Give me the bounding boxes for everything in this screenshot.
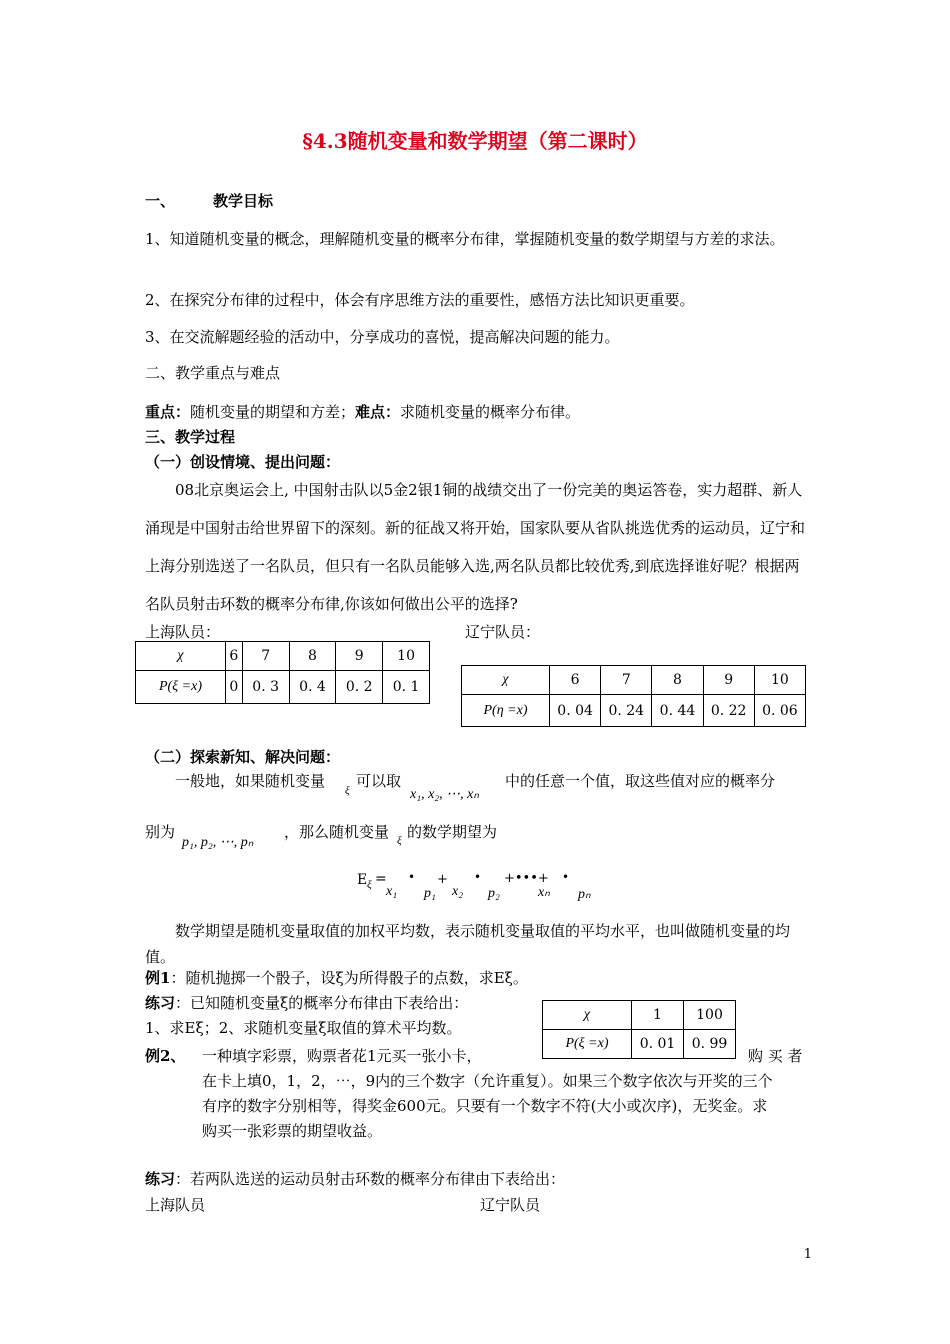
definition-line-1c: 中的任意一个值，取这些值对应的概率分 xyxy=(505,772,776,790)
table-cell: 0. 3 xyxy=(242,671,289,704)
table-cell: 0. 06 xyxy=(754,695,805,727)
definition-line-1b: 可以取 xyxy=(356,772,402,790)
liaoning-table-label: 辽宁队员： xyxy=(465,623,541,641)
xi-symbol: ξ xyxy=(397,835,402,847)
example-2-line-2: 在卡上填0，1，2，⋯，9内的三个数字（允许重复）。如果三个数字依次与开奖的三个 xyxy=(202,1072,773,1090)
table-header-x: χ xyxy=(462,666,550,695)
table-cell: 1 xyxy=(632,1001,684,1030)
table-header-x: χ xyxy=(543,1001,632,1030)
definition-line-2c: 的数学期望为 xyxy=(407,823,498,841)
table-cell: 0. 4 xyxy=(289,671,336,704)
formula-dot: • xyxy=(562,870,570,884)
formula-plus: + xyxy=(437,872,448,887)
practice-2-shanghai-label: 上海队员 xyxy=(145,1196,206,1214)
practice-2 xyxy=(145,1168,565,1189)
x-values: x₁, x₂, ⋯, xₙ xyxy=(410,787,479,802)
formula-dot: • xyxy=(408,870,416,884)
table-header-x: χ xyxy=(136,642,226,671)
table-cell: 6 xyxy=(226,642,243,671)
practice-2-liaoning-label: 辽宁队员 xyxy=(480,1196,541,1214)
goal-item-2: 2、在探究分布律的过程中，体会有序思维方法的重要性，感悟方法比知识更重要。 xyxy=(145,291,695,309)
table-row xyxy=(136,642,430,671)
example-1-text: ：随机抛掷一个骰子，设ξ为所得骰子的点数，求Eξ。 xyxy=(170,969,528,987)
section1-number: 一、 xyxy=(145,192,176,210)
formula-xn: xₙ xyxy=(538,885,550,900)
example-2-label: 例2、 xyxy=(145,1047,186,1065)
formula-dot: • xyxy=(474,870,482,884)
table-cell: 8 xyxy=(289,642,336,671)
table-header-p: P(η =x) xyxy=(462,695,550,727)
formula-ellipsis: +•••+ xyxy=(504,871,549,886)
table-row xyxy=(543,1030,736,1059)
table-cell: 6 xyxy=(550,666,601,695)
definition-line-2a: 别为 xyxy=(145,823,176,841)
table-header-p: P(ξ =x) xyxy=(136,671,226,704)
practice-1-text: ：已知随机变量ξ的概率分布律由下表给出： xyxy=(175,994,469,1012)
table-cell: 100 xyxy=(684,1001,736,1030)
table-row xyxy=(543,1001,736,1030)
table-cell: 0. 01 xyxy=(632,1030,684,1059)
goal-item-3: 3、在交流解题经验的活动中，分享成功的喜悦，提高解决问题的能力。 xyxy=(145,328,620,346)
table-cell: 0. 44 xyxy=(652,695,703,727)
example-1 xyxy=(145,967,528,988)
difficulty-label: 难点： xyxy=(355,403,401,421)
shanghai-distribution-table xyxy=(135,641,430,704)
liaoning-distribution-table xyxy=(461,665,806,727)
section1-heading: 教学目标 xyxy=(213,192,274,210)
formula-x2: x₂ xyxy=(452,884,464,899)
example-1-label: 例1 xyxy=(145,969,171,987)
table-cell: 0. 04 xyxy=(550,695,601,727)
example-2-line-1-tail: 购 买 者 xyxy=(748,1047,803,1065)
expectation-meaning: 数学期望是随机变量取值的加权平均数，表示随机变量取值的平均水平，也叫做随机变量的均值。 xyxy=(145,922,791,966)
table-cell: 0. 1 xyxy=(383,671,430,704)
key-difficult-line xyxy=(145,401,580,422)
formula-pn: pₙ xyxy=(578,887,591,902)
definition-line-2b: ，那么随机变量 xyxy=(284,823,390,841)
table-cell: 0. 22 xyxy=(703,695,754,727)
xi-symbol: ξ xyxy=(345,785,350,797)
section2-heading: 二、教学重点与难点 xyxy=(145,364,281,382)
formula-xi: ξ xyxy=(367,879,372,891)
key-label: 重点： xyxy=(145,403,191,421)
formula-e: E xyxy=(357,872,368,888)
table-cell: 0. 24 xyxy=(601,695,652,727)
table-row xyxy=(462,695,806,727)
p-values: p₁, p₂, ⋯, pₙ xyxy=(182,835,254,850)
practice-1 xyxy=(145,992,468,1013)
page-title: §4.3随机变量和数学期望（第二课时） xyxy=(302,129,648,153)
subsection-2-heading: （二）探索新知、解决问题： xyxy=(145,748,341,766)
definition-line-1a: 一般地，如果随机变量 xyxy=(175,772,326,790)
table-header-p: P(ξ =x) xyxy=(543,1030,632,1059)
intro-paragraph: 08北京奥运会上, 中国射击队以5金2银1铜的战绩交出了一份完美的奥运答卷，实力超群、新人涌现是中国射击给世界留下的深刻。新的征战又将开始，国家队要从省队挑选优秀的运动员，辽宁和上海分别选送了一名队员，但只有一名队员能够入选,两名队员都比较优秀,到底选择谁好呢？根据两名队员射击环数的概率分布律,你该如何做出公平的选择? xyxy=(145,481,806,613)
difficulty-text: 求随机变量的概率分布律。 xyxy=(400,403,581,421)
table-cell: 0. 99 xyxy=(684,1030,736,1059)
table-row xyxy=(136,671,430,704)
section3-heading: 三、教学过程 xyxy=(145,428,236,446)
goal-item-1: 1、知道随机变量的概念，理解随机变量的概率分布律，掌握随机变量的数学期望与方差的求法。 xyxy=(145,230,785,248)
table-cell: 10 xyxy=(383,642,430,671)
formula-p1: p₁ xyxy=(424,886,436,901)
formula-equals: = xyxy=(375,871,387,887)
practice-2-label: 练习 xyxy=(145,1170,176,1188)
page-number: 1 xyxy=(803,1247,812,1262)
example-2-line-3: 有序的数字分别相等，得奖金600元。只要有一个数字不符(大小或次序)，无奖金。求 xyxy=(202,1097,768,1115)
table-cell: 0. 2 xyxy=(336,671,383,704)
formula-x1: x₁ xyxy=(386,884,398,899)
practice-distribution-table xyxy=(542,1000,736,1059)
practice-2-text: ：若两队选送的运动员射击环数的概率分布律由下表给出： xyxy=(175,1170,566,1188)
table-cell: 0 xyxy=(226,671,243,704)
practice-1-label: 练习 xyxy=(145,994,176,1012)
table-cell: 9 xyxy=(703,666,754,695)
table-cell: 8 xyxy=(652,666,703,695)
practice-1-questions: 1、求Eξ；2、求随机变量ξ取值的算术平均数。 xyxy=(145,1019,462,1037)
table-row xyxy=(462,666,806,695)
table-cell: 7 xyxy=(242,642,289,671)
table-cell: 7 xyxy=(601,666,652,695)
subsection-1-heading: （一）创设情境、提出问题： xyxy=(145,453,341,471)
example-2-line-1: 一种填字彩票，购票者花1元买一张小卡， xyxy=(202,1047,482,1065)
key-text: 随机变量的期望和方差； xyxy=(190,403,356,421)
table-cell: 9 xyxy=(336,642,383,671)
shanghai-table-label: 上海队员： xyxy=(145,623,221,641)
formula-p2: p₂ xyxy=(488,886,500,901)
example-2-line-4: 购买一张彩票的期望收益。 xyxy=(202,1122,383,1140)
table-cell: 10 xyxy=(754,666,805,695)
